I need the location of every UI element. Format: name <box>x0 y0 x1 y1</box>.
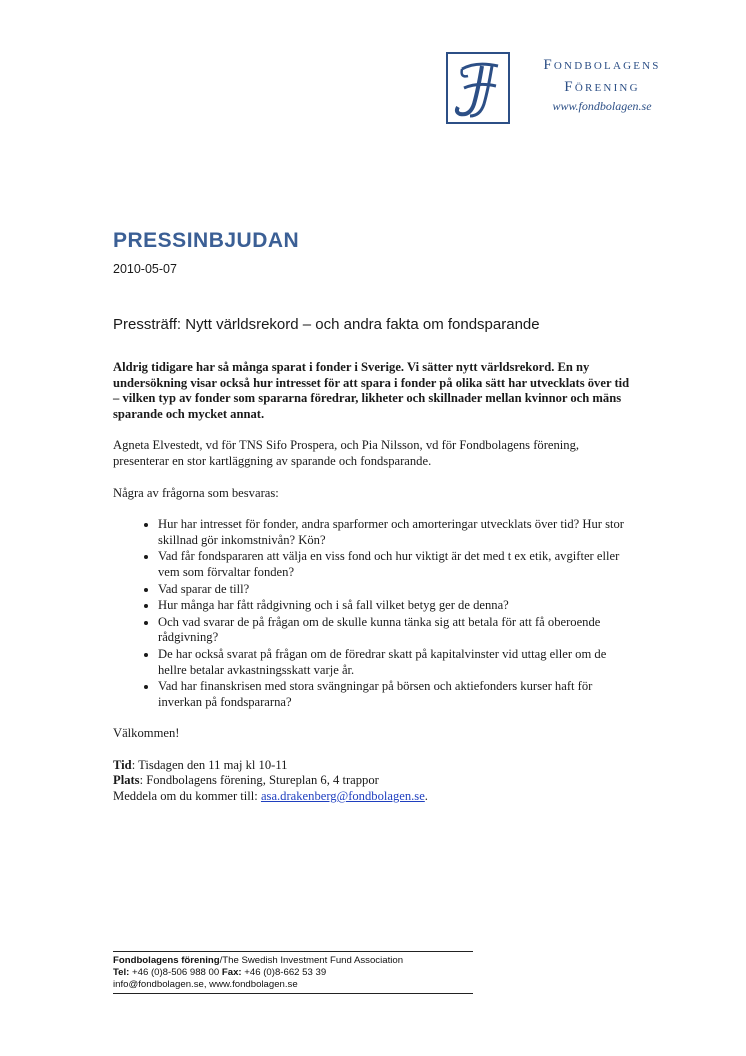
event-details <box>113 758 638 805</box>
list-item: • De har också svarat på frågan om de föredrar skatt på kapitalvinster vid uttag eller om de hellre betalar avkastningsskatt varje år. <box>158 647 638 678</box>
footer-org-line <box>113 955 473 967</box>
welcome-text: Välkommen! <box>113 726 180 741</box>
list-item: • Vad har finanskrisen med stora svängningar på börsen och aktiefonders kurser haft för inverkan på fondspararna? <box>158 679 638 710</box>
place-value: : Fondbolagens förening, Stureplan 6, 4 trappor <box>139 773 379 788</box>
document-subtitle: Pressträff: Nytt världsrekord – och andra fakta om fondsparande <box>113 316 540 333</box>
footer-org: Fondbolagens förening <box>113 955 220 966</box>
list-item: • Vad sparar de till? <box>158 582 638 598</box>
questions-list <box>113 517 638 710</box>
footer-org-en: /The Swedish Investment Fund Association <box>219 955 404 966</box>
list-item: • Och vad svarar de på frågan om de skulle kunna tänka sig att betala för att få oberoende rådgivning? <box>158 615 638 646</box>
rsvp-end: . <box>424 789 428 804</box>
header-logo <box>446 52 686 132</box>
place-row <box>113 773 379 787</box>
document-body <box>113 360 638 805</box>
intro-paragraph: Agneta Elvestedt, vd för TNS Sifo Prospera, och Pia Nilsson, vd för Fondbolagens förening, presenterar en stor kartläggning av sparande och fondsparande. <box>113 438 580 468</box>
logo-name-line2: Förening <box>564 79 640 95</box>
rsvp-text: Meddela om du kommer till: <box>113 789 261 804</box>
footer-tel-value: +46 (0)8-506 988 00 <box>129 967 222 978</box>
footer-fax-label: Fax: <box>221 967 242 978</box>
ff-monogram-icon <box>446 52 510 124</box>
document-date: 2010-05-07 <box>113 262 177 276</box>
footer-fax-value: +46 (0)8-662 53 39 <box>241 967 327 978</box>
footer-phone-line <box>113 967 473 979</box>
time-row <box>113 758 287 772</box>
rsvp-row <box>113 789 428 803</box>
time-value: : Tisdagen den 11 maj kl 10-11 <box>131 757 288 772</box>
list-item: • Vad får fondspararen att välja en viss fond och hur viktigt är det med t ex etik, avgifter eller vem som förvaltar fonden? <box>158 549 638 580</box>
place-label: Plats <box>113 773 140 788</box>
list-item: • Hur många har fått rådgivning och i så fall vilket betyg ger de denna? <box>158 598 638 614</box>
logo-url: www.fondbolagen.se <box>552 99 652 113</box>
footer-contact: info@fondbolagen.se, www.fondbolagen.se <box>113 979 298 990</box>
rsvp-email-link[interactable]: asa.drakenberg@fondbolagen.se <box>260 789 425 804</box>
lead-paragraph: Aldrig tidigare har så många sparat i fonder i Sverige. Vi sätter nytt världsrekord. En ny undersökning visar också hur intresset för att spara i fonder på olika sätt har utvecklats över tid – vilken typ av fonder som spararna föredrar, likheter och skillnader mellan kvinnor och mäns sparande och mycket annat. <box>113 360 630 421</box>
logo-name-line1: Fondbolagens <box>543 57 661 73</box>
list-item: • Hur har intresset för fonder, andra sparformer och amorteringar utvecklats över tid? Hur stor skillnad gör inkomstnivån? Kön? <box>158 517 638 548</box>
footer-tel-label: Tel: <box>113 967 130 978</box>
footer <box>113 951 473 994</box>
page-title: PRESSINBJUDAN <box>113 229 300 252</box>
time-label: Tid <box>113 757 132 772</box>
questions-heading: Några av frågorna som besvaras: <box>113 485 279 500</box>
